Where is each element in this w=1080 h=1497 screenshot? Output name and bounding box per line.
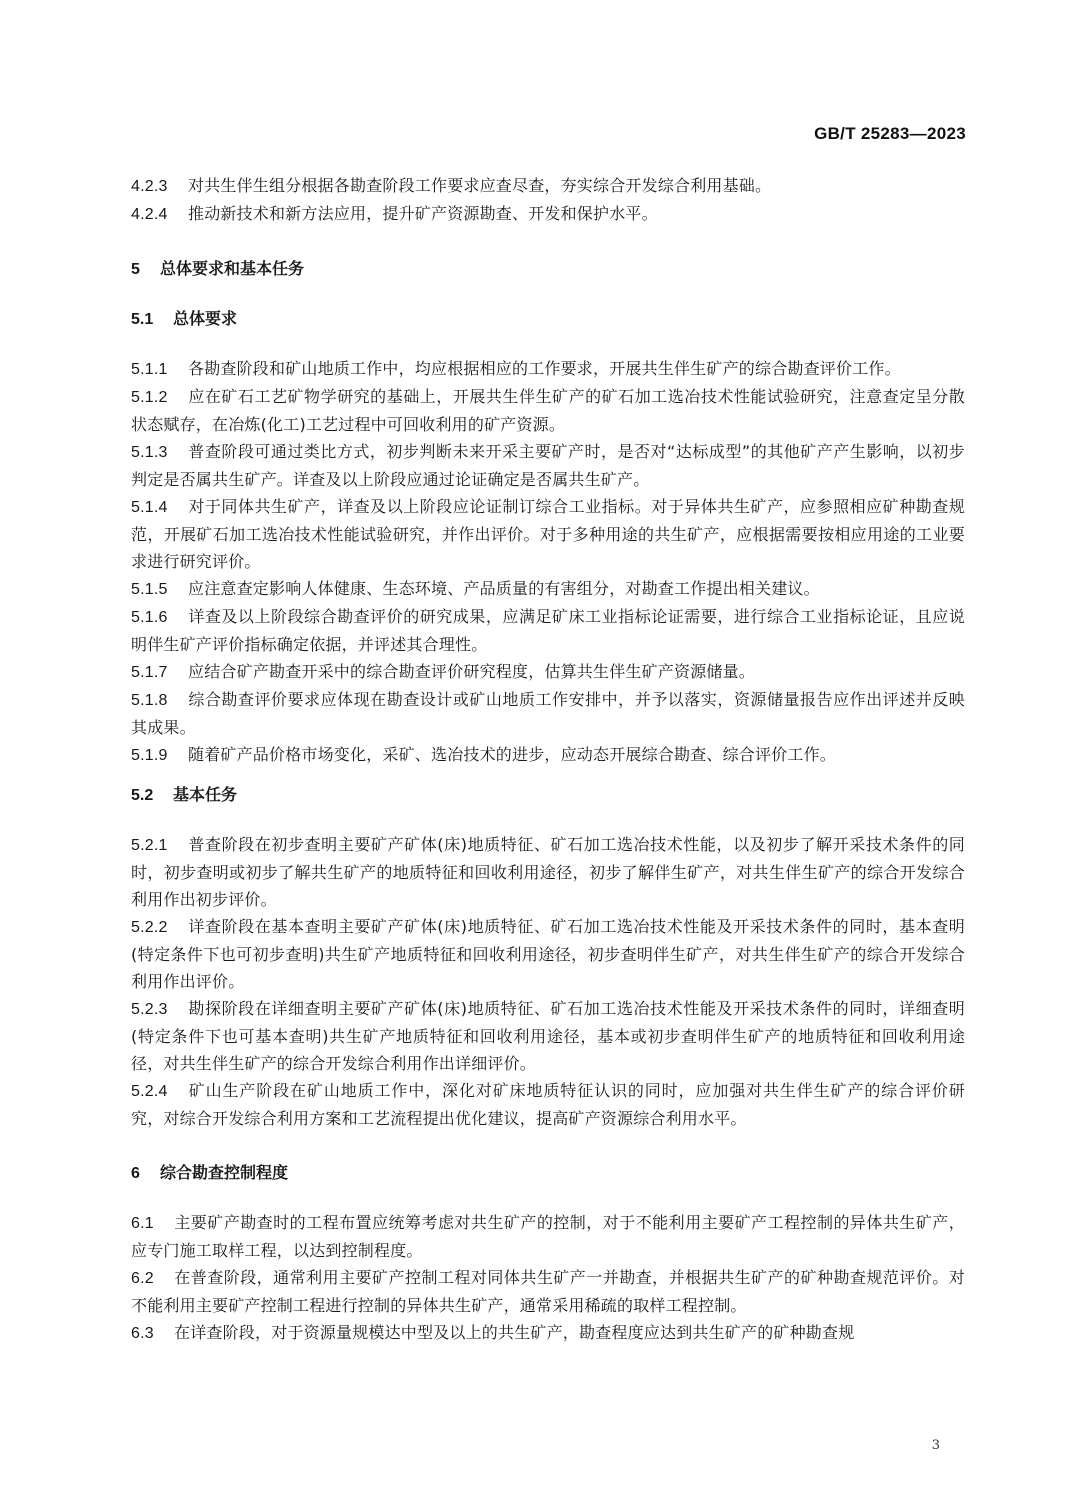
- subsection-number: 5.1: [131, 311, 154, 328]
- clause-number: 5.2.4: [131, 1083, 168, 1100]
- subsection-title: 总体要求: [173, 309, 238, 328]
- clause-5-2-2: [131, 913, 965, 995]
- clause-number: 6.1: [131, 1215, 154, 1232]
- section-number: 6: [131, 1165, 140, 1182]
- section-number: 5: [131, 261, 140, 278]
- clause-text: 在详查阶段，对于资源量规模达中型及以上的共生矿产，勘查程度应达到共生矿产的矿种勘查规: [174, 1323, 855, 1342]
- clause-5-1-1: [131, 355, 965, 383]
- clause-5-1-5: [131, 575, 965, 603]
- clause-text: 详查及以上阶段综合勘查评价的研究成果，应满足矿床工业指标论证需要，进行综合工业指标论证，且应说明伴生矿产评价指标确定依据，并评述其合理性。: [131, 607, 965, 654]
- clause-6-2: [131, 1264, 965, 1319]
- clause-number: 5.1.4: [131, 499, 168, 516]
- clause-number: 5.1.7: [131, 664, 168, 681]
- clause-5-1-4: [131, 493, 965, 575]
- clause-text: 详查阶段在基本查明主要矿产矿体(床)地质特征、矿石加工选冶技术性能及开采技术条件的同时，基本查明(特定条件下也可初步查明)共生矿产地质特征和回收利用途径，初步查明伴生矿产，对共生伴生矿产的综合开发综合利用作出评价。: [131, 917, 965, 991]
- clause-text: 应注意查定影响人体健康、生态环境、产品质量的有害组分，对勘查工作提出相关建议。: [188, 579, 820, 598]
- section-6-heading: [131, 1159, 965, 1187]
- clause-text: 应结合矿产勘查开采中的综合勘查评价研究程度，估算共生伴生矿产资源储量。: [188, 662, 756, 681]
- clause-4-2-4: [131, 200, 965, 228]
- clause-5-2-3: [131, 995, 965, 1077]
- clause-number: 4.2.4: [131, 206, 168, 223]
- clause-number: 6.2: [131, 1270, 154, 1287]
- clause-text: 随着矿产品价格市场变化，采矿、选冶技术的进步，应动态开展综合勘查、综合评价工作。: [188, 745, 837, 764]
- subsection-title: 基本任务: [173, 785, 238, 804]
- subsection-5-2-heading: [131, 781, 965, 809]
- clause-number: 5.1.5: [131, 581, 168, 598]
- clause-text: 普查阶段在初步查明主要矿产矿体(床)地质特征、矿石加工选冶技术性能，以及初步了解开采技术条件的同时，初步查明或初步了解共生矿产的地质特征和回收利用途径，初步了解伴生矿产，对共生伴生矿产的综合开发综合利用作出初步评价。: [131, 835, 965, 909]
- clause-5-1-7: [131, 658, 965, 686]
- clause-text: 在普查阶段，通常利用主要矿产控制工程对同体共生矿产一并勘查，并根据共生矿产的矿种勘查规范评价。对不能利用主要矿产控制工程进行控制的异体共生矿产，通常采用稀疏的取样工程控制。: [131, 1268, 965, 1315]
- section-title: 综合勘查控制程度: [160, 1163, 289, 1182]
- clause-number: 5.1.2: [131, 389, 168, 406]
- clause-number: 5.2.1: [131, 837, 168, 854]
- section-title: 总体要求和基本任务: [160, 259, 305, 278]
- clause-number: 6.3: [131, 1325, 154, 1342]
- clause-number: 5.1.1: [131, 361, 168, 378]
- clause-text: 矿山生产阶段在矿山地质工作中，深化对矿床地质特征认识的同时，应加强对共生伴生矿产的综合评价研究，对综合开发综合利用方案和工艺流程提出优化建议，提高矿产资源综合利用水平。: [131, 1081, 965, 1128]
- clause-number: 5.2.3: [131, 1001, 168, 1018]
- clause-text: 应在矿石工艺矿物学研究的基础上，开展共生伴生矿产的矿石加工选冶技术性能试验研究，注意查定呈分散状态赋存，在冶炼(化工)工艺过程中可回收利用的矿产资源。: [131, 387, 965, 434]
- clause-6-3: [131, 1319, 965, 1347]
- clause-text: 对于同体共生矿产，详查及以上阶段应论证制订综合工业指标。对于异体共生矿产，应参照相应矿种勘查规范，开展矿石加工选冶技术性能试验研究，并作出评价。对于多种用途的共生矿产，应根据需要按相应用途的工业要求进行研究评价。: [131, 497, 965, 571]
- clause-text: 普查阶段可通过类比方式，初步判断未来开采主要矿产时，是否对“达标成型”的其他矿产产生影响，以初步判定是否属共生矿产。详查及以上阶段应通过论证确定是否属共生矿产。: [131, 442, 965, 489]
- clause-5-1-3: [131, 438, 965, 493]
- clause-5-2-4: [131, 1077, 965, 1132]
- clause-text: 对共生伴生组分根据各勘查阶段工作要求应查尽查，夯实综合开发综合利用基础。: [188, 176, 772, 195]
- clause-text: 各勘查阶段和矿山地质工作中，均应根据相应的工作要求，开展共生伴生矿产的综合勘查评价工作。: [188, 359, 901, 378]
- clause-text: 主要矿产勘查时的工程布置应统筹考虑对共生矿产的控制，对于不能利用主要矿产工程控制的异体共生矿产，应专门施工取样工程，以达到控制程度。: [131, 1213, 965, 1260]
- clause-5-2-1: [131, 831, 965, 913]
- clause-number: 5.1.6: [131, 609, 168, 626]
- clause-4-2-3: [131, 172, 965, 200]
- clause-number: 5.1.9: [131, 747, 168, 764]
- document-body: [131, 172, 965, 1347]
- page-number: 3: [931, 1438, 940, 1453]
- clause-text: 推动新技术和新方法应用，提升矿产资源勘查、开发和保护水平。: [188, 204, 658, 223]
- subsection-number: 5.2: [131, 787, 154, 804]
- standard-code: GB/T 25283—2023: [814, 124, 966, 143]
- clause-text: 综合勘查评价要求应体现在勘查设计或矿山地质工作安排中，并予以落实，资源储量报告应作出评述并反映其成果。: [131, 690, 965, 737]
- clause-text: 勘探阶段在详细查明主要矿产矿体(床)地质特征、矿石加工选冶技术性能及开采技术条件的同时，详细查明(特定条件下也可基本查明)共生矿产地质特征和回收利用途径，基本或初步查明伴生矿产的地质特征和回收利用途径，对共生伴生矿产的综合开发综合利用作出详细评价。: [131, 999, 965, 1073]
- clause-6-1: [131, 1209, 965, 1264]
- section-5-heading: [131, 255, 965, 283]
- clause-number: 5.1.8: [131, 692, 168, 709]
- clause-5-1-8: [131, 686, 965, 741]
- subsection-5-1-heading: [131, 305, 965, 333]
- clause-5-1-9: [131, 741, 965, 769]
- clause-number: 5.1.3: [131, 444, 168, 461]
- clause-5-1-6: [131, 603, 965, 658]
- clause-number: 5.2.2: [131, 919, 168, 936]
- clause-number: 4.2.3: [131, 178, 168, 195]
- clause-5-1-2: [131, 383, 965, 438]
